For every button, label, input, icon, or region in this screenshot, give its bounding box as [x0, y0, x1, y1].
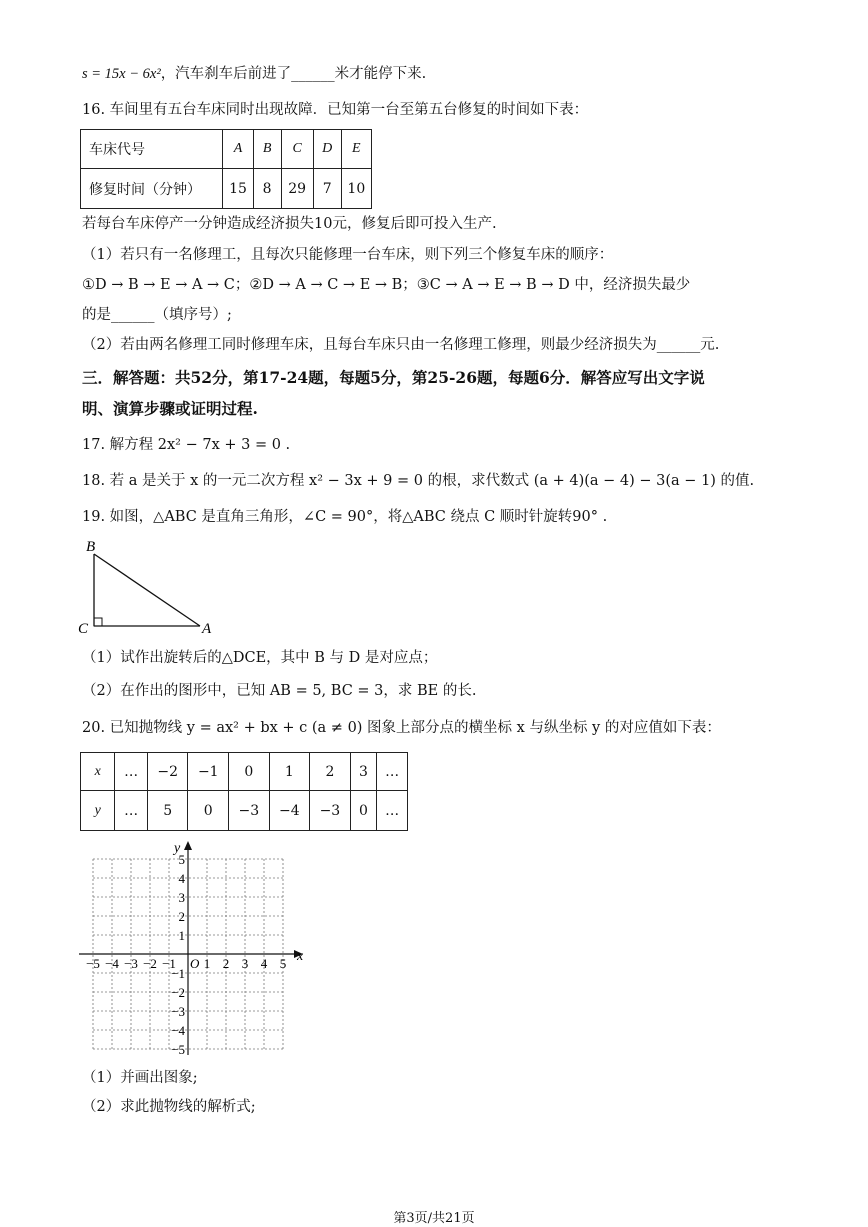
- table-cell: 修复时间（分钟）: [81, 169, 223, 209]
- table-cell: 1: [269, 753, 310, 791]
- right-triangle-figure: [78, 534, 228, 638]
- y-tick-label: −5: [171, 1042, 185, 1057]
- x-tick-label: 3: [241, 956, 249, 971]
- x-tick-label: −2: [143, 956, 157, 971]
- y-tick-label: −1: [171, 966, 185, 981]
- x-tick-label: −1: [162, 956, 176, 971]
- x-tick-label: −5: [86, 956, 100, 971]
- table-cell: −1: [188, 753, 229, 791]
- y-tick-label: −2: [171, 985, 185, 1000]
- q19-part1: （1）试作出旋转后的△DCE，其中 B 与 D 是对应点；: [82, 650, 438, 666]
- table-cell: …: [377, 791, 408, 831]
- q20-stem: 20. 已知抛物线 y = ax² + bx + c (a ≠ 0) 图象上部分点的横坐标 x 与纵坐标 y 的对应值如下表：: [82, 720, 721, 736]
- q19-stem: 19. 如图，△ABC 是直角三角形，∠C = 90°，将△ABC 绕点 C 顺时针旋转90° .: [82, 509, 608, 525]
- table-cell: −2: [147, 753, 188, 791]
- table-cell: …: [115, 791, 148, 831]
- q16-part1: （1）若只有一名修理工，且每次只能修理一台车床，则下列三个修复车床的顺序：: [82, 247, 614, 263]
- table-cell: …: [115, 753, 148, 791]
- x-tick-label: 4: [260, 956, 268, 971]
- q19-part2: （2）在作出的图形中，已知 AB = 5, BC = 3，求 BE 的长.: [82, 683, 477, 699]
- y-tick-label: 5: [178, 852, 185, 867]
- y-tick-label: 4: [178, 871, 185, 886]
- y-tick-label: 3: [178, 890, 185, 905]
- q15-formula: s = 15x − 6x²: [82, 66, 161, 82]
- section3-heading-line2: 明、演算步骤或证明过程.: [82, 399, 258, 418]
- coordinate-grid: [70, 832, 310, 1064]
- q16-stem: 16. 车间里有五台车床同时出现故障．已知第一台至第五台修复的时间如下表：: [82, 102, 589, 118]
- section3-heading-line1: 三．解答题：共52分，第17-24题，每题5分，第25-26题，每题6分．解答应写出文字说: [82, 368, 705, 387]
- q16-orders-tail: 的是______（填序号）;: [82, 307, 232, 323]
- q15-text: ，汽车刹车后前进了______米才能停下来.: [160, 66, 427, 82]
- q20-part1: （1）并画出图象;: [82, 1070, 198, 1086]
- q15-tail: [82, 64, 426, 84]
- table-cell: −3: [310, 791, 351, 831]
- table-cell: y: [81, 791, 115, 831]
- axes: [79, 841, 303, 1055]
- table-row: [81, 791, 408, 831]
- y-axis-label: y: [174, 841, 181, 856]
- table-cell: 15: [223, 169, 253, 209]
- table-cell: B: [253, 130, 281, 169]
- y-tick-label: 2: [178, 909, 185, 924]
- table-cell: −4: [269, 791, 310, 831]
- table-row: [81, 753, 408, 791]
- page-footer: 第3页/共21页: [393, 1211, 475, 1226]
- table-cell: 3: [350, 753, 377, 791]
- x-tick-label: 1: [203, 956, 211, 971]
- x-tick-label: 5: [279, 956, 287, 971]
- table-cell: 7: [313, 169, 341, 209]
- table-cell: A: [223, 130, 253, 169]
- table-row: [81, 130, 372, 169]
- vertex-label-c: C: [78, 621, 89, 637]
- table-cell: 10: [341, 169, 371, 209]
- x-tick-label: −3: [124, 956, 138, 971]
- y-tick-label: −3: [171, 1004, 185, 1019]
- table-cell: 5: [147, 791, 188, 831]
- q17: 17. 解方程 2x² − 7x + 3 = 0 .: [82, 437, 291, 453]
- table-cell: x: [81, 753, 115, 791]
- table-cell: D: [313, 130, 341, 169]
- q16-note: 若每台车床停产一分钟造成经济损失10元，修复后即可投入生产.: [82, 216, 497, 232]
- table-cell: 0: [350, 791, 377, 831]
- table-cell: 0: [188, 791, 229, 831]
- x-tick-label: 2: [222, 956, 230, 971]
- y-axis-arrow-icon: [184, 841, 192, 850]
- x-tick-label: −4: [105, 956, 119, 971]
- x-axis-label: x: [297, 949, 304, 964]
- table-cell: 车床代号: [81, 130, 223, 169]
- table-cell: 0: [229, 753, 270, 791]
- table-row: [81, 169, 372, 209]
- q20-part2: （2）求此抛物线的解析式;: [82, 1099, 256, 1115]
- q18: 18. 若 a 是关于 x 的一元二次方程 x² − 3x + 9 = 0 的根，求代数式 (a + 4)(a − 4) − 3(a − 1) 的值.: [82, 473, 755, 489]
- table-cell: 29: [281, 169, 313, 209]
- y-tick-label: 1: [178, 928, 185, 943]
- q16-table: [80, 129, 372, 209]
- q16-orders: ①D → B → E → A → C；②D → A → C → E → B；③C → A → E → B → D 中，经济损失最少: [82, 277, 691, 293]
- table-cell: −3: [229, 791, 270, 831]
- table-cell: E: [341, 130, 371, 169]
- vertex-label-a: A: [202, 621, 212, 637]
- vertex-label-b: B: [86, 539, 96, 555]
- q20-table: [80, 752, 408, 831]
- tick-labels: [86, 841, 304, 1057]
- y-tick-label: −4: [171, 1023, 185, 1038]
- origin-label: O: [190, 956, 200, 971]
- table-cell: …: [377, 753, 408, 791]
- table-cell: 8: [253, 169, 281, 209]
- table-cell: 2: [310, 753, 351, 791]
- q16-part2: （2）若由两名修理工同时修理车床，且每台车床只由一名修理工修理，则最少经济损失为______元.: [82, 337, 720, 353]
- table-cell: C: [281, 130, 313, 169]
